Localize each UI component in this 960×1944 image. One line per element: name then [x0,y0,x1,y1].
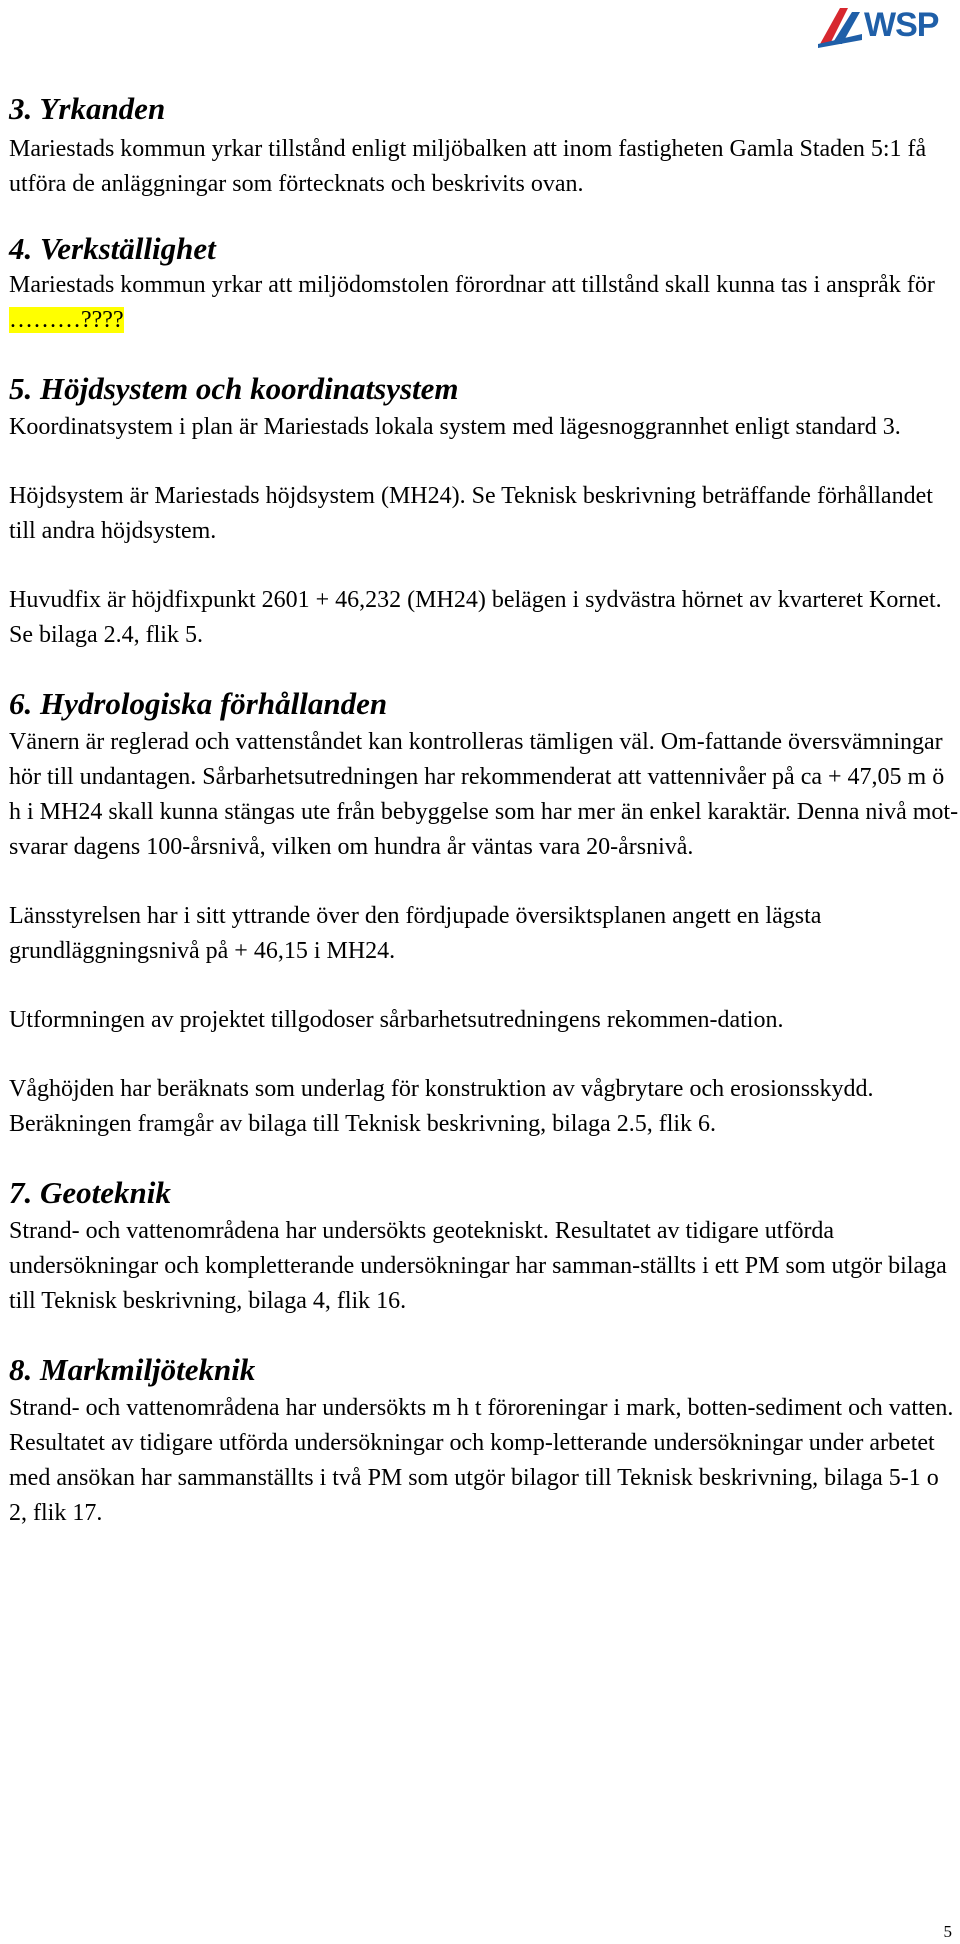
wsp-logo-text: WSP [864,6,939,44]
document-body [9,92,959,1531]
paragraph: Huvudfix är höjdfixpunkt 2601 + 46,232 (MH24) belägen i sydvästra hörnet av kvarteret Kornet. Se bilaga 2.4, flik 5. [9,587,942,648]
section-heading-hydrologiska: 6. Hydrologiska förhållanden [9,686,388,721]
wsp-logo [818,4,956,48]
section-heading-markmiljoteknik: 8. Markmiljöteknik [9,1352,256,1387]
paragraph: Våghöjden har beräknats som underlag för konstruktion av vågbrytare och erosionsskydd. Beräkningen framgår av bilaga till Teknisk beskrivning, bilaga 2.5, flik 6. [9,1076,874,1137]
highlighted-placeholder: ………???? [9,307,124,333]
page-number: 5 [943,1922,952,1941]
section-heading-hojdsystem: 5. Höjdsystem och koordinatsystem [9,371,459,406]
paragraph: Mariestads kommun yrkar tillstånd enligt miljöbalken att inom fastigheten Gamla Staden 5:1 få utföra de anläggningar som förtecknats och beskrivits ovan. [9,136,927,197]
paragraph-text: Mariestads kommun yrkar att miljödomstolen förordnar att tillstånd skall kunna tas i anspråk för [9,272,935,298]
paragraph: Koordinatsystem i plan är Mariestads lokala system med lägesnoggrannhet enligt standard 3. [9,414,901,440]
section-heading-geoteknik: 7. Geoteknik [9,1175,171,1210]
paragraph: Utformningen av projektet tillgodoser sårbarhetsutredningens rekommen-dation. [9,1007,784,1033]
paragraph: Höjdsystem är Mariestads höjdsystem (MH24). Se Teknisk beskrivning beträffande förhållandet till andra höjdsystem. [9,483,933,544]
paragraph: Vänern är reglerad och vattenståndet kan kontrolleras tämligen väl. Om-fattande översvämningar hör till undantagen. Sårbarhetsutredningen har rekommenderat att vattennivåer på ca + 47,05 m ö h i MH24 skall kunna stängas ute från bebyggelse som har mer än enkel karaktär. Denna nivå mot-svarar dagens 100-årsnivå, vilken om hundra år väntas vara 20-årsnivå. [9,729,959,860]
paragraph: Strand- och vattenområdena har undersökts geotekniskt. Resultatet av tidigare utförda undersökningar och kompletterande undersökningar har samman-ställts i ett PM som utgör bilaga till Teknisk beskrivning, bilaga 4, flik 16. [9,1218,947,1314]
wsp-logo-mark-icon [818,4,864,48]
section-heading-verkstallighet: 4. Verkställighet [9,231,216,266]
paragraph: Länsstyrelsen har i sitt yttrande över den fördjupade översiktsplanen angett en lägsta grundläggningsnivå på + 46,15 i MH24. [9,903,822,964]
paragraph: Strand- och vattenområdena har undersökts m h t föroreningar i mark, botten-sediment och vatten. Resultatet av tidigare utförda undersökningar och komp-letterande undersökningar under arbetet med ansökan har sammanställts i två PM som utgör bilagor till Teknisk beskrivning, bilaga 5-1 o 2, flik 17. [9,1395,954,1526]
section-heading-yrkanden: 3. Yrkanden [9,91,166,126]
paragraph [9,268,959,338]
